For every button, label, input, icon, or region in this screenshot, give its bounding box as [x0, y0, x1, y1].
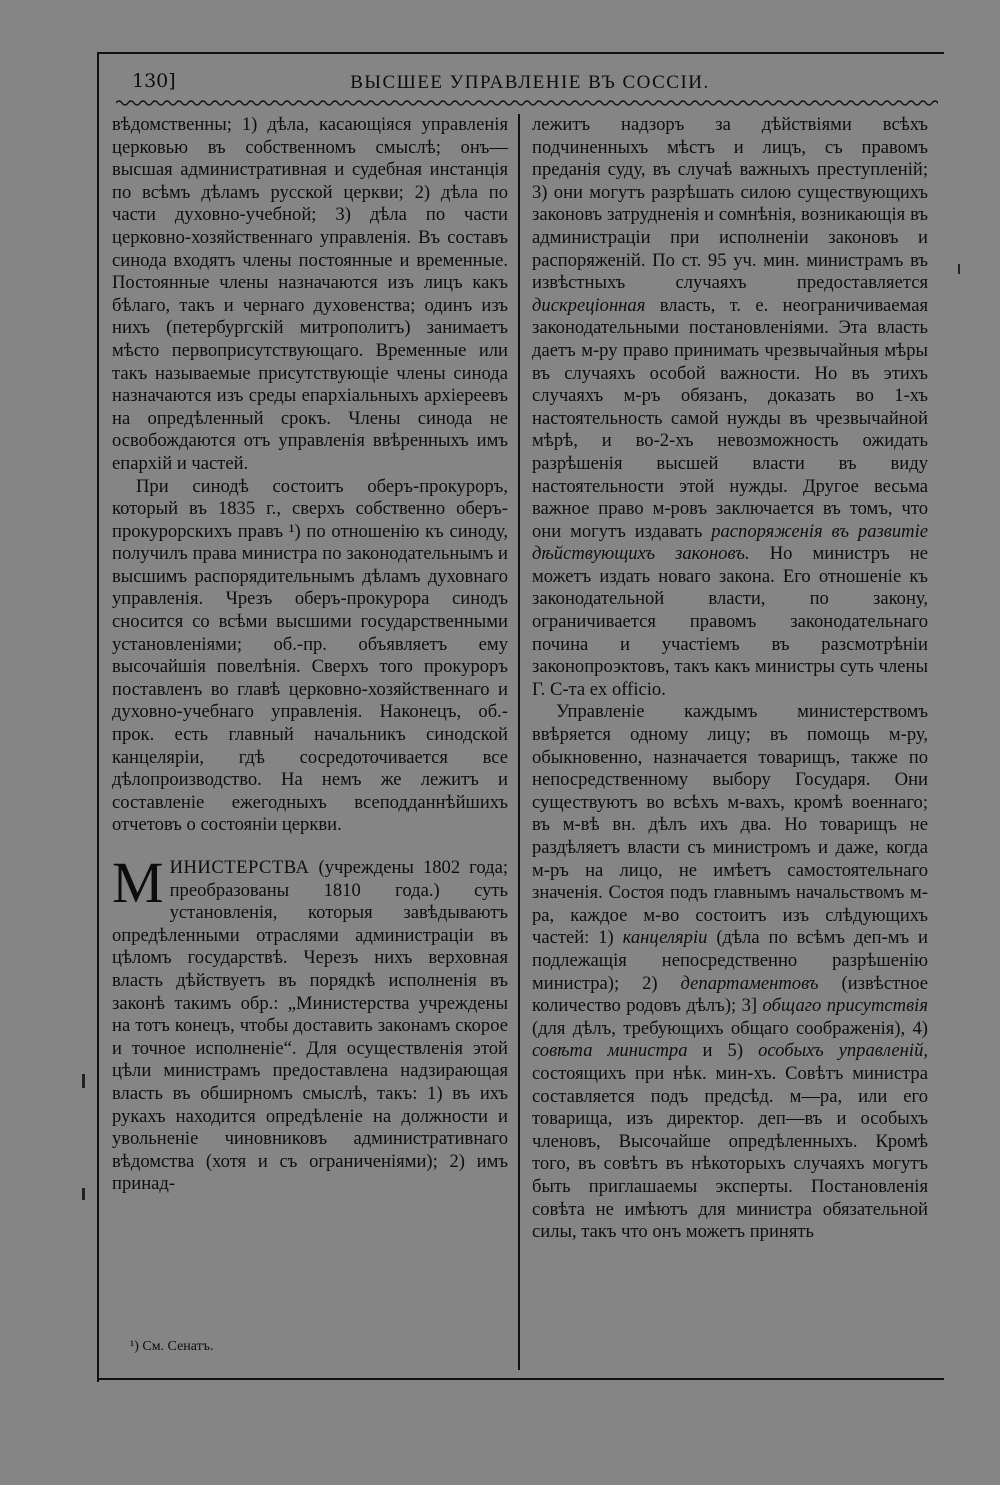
drop-cap: М [112, 850, 164, 915]
paragraph-synod-departments: вѣдомственны; 1) дѣла, касающіяся управленія церковью въ собственномъ смыслѣ; онъ—высшая административная и судебная инстанція по всѣмъ дѣламъ русской церкви; 2) дѣла по части духовно-учебной; 3) дѣла по части церковно-хозяйственнаго управленія. Въ составъ синода входятъ члены постоянные и временные. Постоянные члены назначаются изъ лицъ какъ бѣлаго, такъ и чернаго духовенства; одинъ изъ нихъ (петербургскій митрополитъ) занимаетъ мѣсто первоприсутствующаго. Временные или такъ называемые присутствующіе члены синода назначаются изъ среды епархіальныхъ архіереевъ на опредѣленный срокъ. Члены синода не освобождаются отъ управленія ввѣренныхъ имъ епархій и частей. [112, 114, 508, 474]
margin-mark [958, 264, 960, 274]
section-text: (учреждены 1802 года; преобразованы 1810 года.) суть установленія, которыя завѣдываютъ опредѣленными отраслями администраціи въ цѣломъ государствѣ. Черезъ нихъ верховная власть дѣйствуетъ въ порядкѣ исполненія въ законѣ такимъ обр.: „Министерства учреждены на тотъ конецъ, чтобы доставить законамъ скорое и точное исполненіе“. Для осуществленія этой цѣли министрамъ предоставлена надзирающая власть въ обширномъ смыслѣ, такъ: 1) въ ихъ рукахъ находится опредѣленіе на должности и увольненіе чиновниковъ административнаго вѣдомства (хотя и съ ограниченіями); 2) имъ принад- [112, 857, 508, 1195]
italic-term: совѣта министра [532, 1040, 688, 1062]
paragraph-minister-powers [532, 114, 928, 701]
paragraph-ministry-structure [532, 701, 928, 1243]
left-column [112, 114, 508, 1196]
italic-term: общаго присутствія [762, 995, 928, 1017]
paragraph-ober-procurator: При синодѣ состоитъ оберъ-прокуроръ, который въ 1835 г., сверхъ собственно оберъ-прокурорскихъ правъ ¹) по отношенію къ синоду, получилъ права министра по законодательнымъ и высшимъ распорядительнымъ дѣламъ духовнаго управленія. Чрезъ оберъ-прокурора синодъ сносится со всѣми высшими государственными установленіями; об.-пр. объявляетъ ему высочайшія повелѣнія. Сверхъ того прокуроръ поставленъ во главѣ церковно-хозяйственнаго и духовно-учебнаго управленія. Наконецъ, об.-прок. есть главный начальникъ синодской канцеляріи, гдѣ сосредоточивается все дѣлопроизводство. На немъ же лежитъ и составленіе ежегодныхъ всеподданнѣйшихъ отчетовъ о состояніи церкви. [112, 475, 508, 836]
text-run: власть, т. е. неограничиваемая законодательными постановленіями. Эта власть даетъ м-ру право принимать чрезвычайныя мѣры въ случаяхъ особой важности. Но въ этихъ случаяхъ м-ръ обязанъ, доказать во 1-хъ настоятельность самой нужды въ чрезвычайной мѣрѣ, и во-2-хъ невозможность ожидать разрѣшенія высшей власти въ виду настоятельности этой нужды. Другое весьма важное право м-ровъ заключается въ томъ, что они могутъ издавать [532, 294, 928, 542]
page-header [120, 66, 940, 102]
margin-mark [82, 1074, 85, 1088]
section-ministries [112, 850, 508, 1196]
margin-mark [82, 1188, 85, 1200]
italic-term: особыхъ управленій, [758, 1040, 929, 1062]
running-title: ВЫСШЕЕ УПРАВЛЕНІЕ ВЪ СОССІИ. [350, 72, 710, 93]
right-column [532, 114, 928, 1244]
column-divider [518, 114, 520, 1370]
text-run: (для дѣлъ, требующихъ общаго соображенія), 4) [532, 1017, 928, 1039]
text-run: состоящихъ при нѣк. мин-хъ. Совѣтъ министра составляется подъ предсѣд. м—ра, или его товарища, изъ директор. деп—въ и особыхъ членовъ, Высочайше опредѣленныхъ. Кромѣ того, въ совѣтъ въ нѣкоторыхъ случаяхъ могутъ быть приглашаемы эксперты. Постановленія совѣта не имѣютъ для министра обязательной силы, такъ что онъ можетъ принять [532, 1062, 928, 1243]
italic-term: распоряженія въ развитіе дѣйствующихъ законовъ. [532, 520, 928, 565]
text-run: и 5) [687, 1040, 759, 1062]
italic-term: канцеляріи [622, 927, 708, 949]
ornamental-wave-rule [116, 98, 938, 108]
page-number: 130] [132, 70, 176, 92]
footnote: ¹) См. Сенатъ. [130, 1339, 214, 1354]
text-run: (извѣстное количество родовъ дѣлъ); 3] [532, 972, 928, 1017]
bottom-rule [98, 1378, 944, 1380]
top-rule [98, 52, 944, 54]
italic-term: дискреціонная [532, 294, 646, 316]
text-run: Управленіе каждымъ министерствомъ ввѣряется одному лицу; въ помощь м-ру, обыкновенно, назначается товарищъ, также по непосредственному выбору Государя. Они существуютъ во всѣхъ м-вахъ, кромѣ военнаго; въ м-вѣ вн. дѣлъ ихъ два. Но товарищъ не раздѣляетъ власти съ министромъ и даже, когда м-ръ на лицо, не имѣетъ самостоятельнаго значенія. Состоя подъ главнымъ начальствомъ м-ра, каждое м-во состоитъ изъ слѣдующихъ частей: 1) [532, 701, 928, 949]
section-heading: ИНИСТЕРСТВА [169, 857, 310, 878]
text-run: Но министръ не можетъ издать новаго закона. Его отношеніе къ законодательной власти, по закону, ограничивается правомъ законодательнаго почина и участіемъ въ разсмотрѣніи законопроэктовъ, такъ какъ министры суть члены Г. С-та ex officio. [532, 543, 928, 700]
text-run: (дѣла по всѣмъ деп-мъ и подлежащія непосредственно разрѣшенію министра); 2) [532, 927, 929, 994]
italic-term: департаментовъ [680, 972, 819, 994]
left-margin-rule [97, 52, 99, 1382]
text-run: лежитъ надзоръ за дѣйствіями всѣхъ подчиненныхъ мѣстъ и лицъ, съ правомъ преданія суду, въ случаѣ важныхъ преступленій; 3) они могутъ разрѣшать силою существующихъ законовъ затрудненія и сомнѣнія, возникающія въ администраціи при исполненіи законовъ и распоряженій. По ст. 95 уч. мин. министрамъ въ извѣстныхъ случаяхъ предоставляется [532, 114, 928, 294]
